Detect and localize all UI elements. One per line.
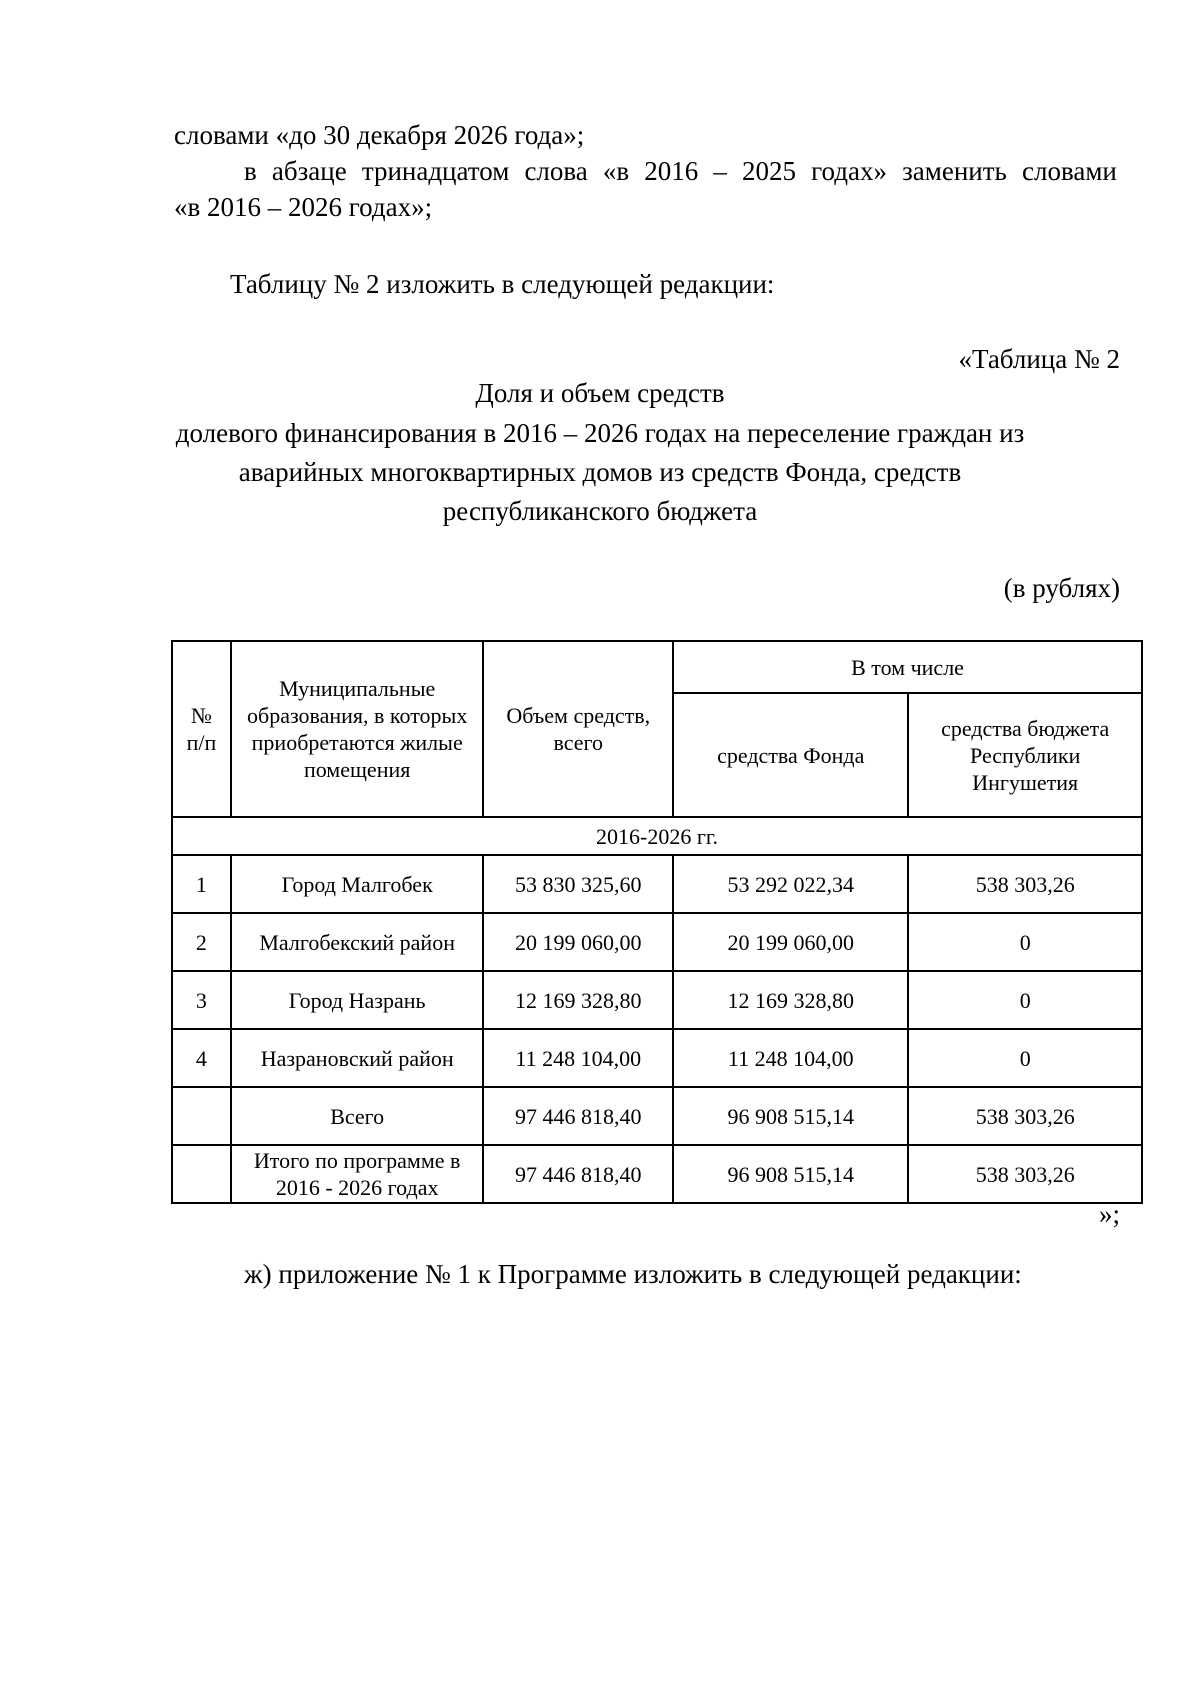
next-item: ж) приложение № 1 к Программе изложить в следующей редакции: (244, 1259, 1022, 1289)
cell-name: Город Малгобек (231, 855, 484, 913)
cell-budget: 538 303,26 (908, 1087, 1142, 1145)
funding-table (171, 640, 1143, 1204)
table-row (172, 913, 1142, 971)
cell-text: 2016 - 2026 годах (275, 1175, 439, 1200)
word: «в (602, 156, 630, 186)
cell-num (172, 1145, 231, 1203)
header-row (172, 641, 1142, 693)
word: – (713, 156, 727, 186)
table-row (172, 855, 1142, 913)
header-text: образования, в которых (247, 703, 468, 728)
table-title-line: аварийных многоквартирных домов из средств Фонда, средств (238, 457, 962, 487)
cell-num (172, 1087, 231, 1145)
cell-num: 2 (172, 913, 231, 971)
word: тринадцатом (361, 156, 510, 186)
cell-num: 4 (172, 1029, 231, 1087)
cell-text: Итого по программе в (253, 1148, 461, 1173)
cell-total: 97 446 818,40 (483, 1145, 673, 1203)
header-text: № (190, 703, 212, 728)
period-cell: 2016-2026 гг. (172, 817, 1142, 855)
word: заменить (902, 156, 1007, 186)
cell-name: Малгобекский район (231, 913, 484, 971)
cell-fund: 96 908 515,14 (673, 1145, 908, 1203)
word: 2016 (644, 156, 699, 186)
period-row (172, 817, 1142, 855)
intro-line-3: «в 2016 – 2026 годах»; (174, 192, 433, 222)
word: словами (1022, 156, 1117, 186)
cell-fund: 11 248 104,00 (673, 1029, 908, 1087)
table-row (172, 971, 1142, 1029)
cell-budget: 0 (908, 1029, 1142, 1087)
cell-budget: 0 (908, 913, 1142, 971)
header-text: Муниципальные (279, 676, 436, 701)
grand-total-row (172, 1145, 1142, 1203)
cell-total: 53 830 325,60 (483, 855, 673, 913)
cell-total: 97 446 818,40 (483, 1087, 673, 1145)
cell-name: Город Назрань (231, 971, 484, 1029)
header-num (172, 641, 231, 817)
cell-budget: 538 303,26 (908, 855, 1142, 913)
header-text: Ингушетия (972, 769, 1079, 795)
sum-row (172, 1087, 1142, 1145)
header-text: п/п (186, 730, 217, 755)
header-municipality (231, 641, 484, 817)
cell-fund: 96 908 515,14 (673, 1087, 908, 1145)
header-total (483, 641, 673, 817)
intro-line-1: словами «до 30 декабря 2026 года»; (174, 120, 585, 150)
header-text: помещения (303, 757, 411, 782)
cell-fund: 20 199 060,00 (673, 913, 908, 971)
cell-name: Всего (231, 1087, 484, 1145)
closing-quote: »; (1098, 1199, 1120, 1229)
table-label: «Таблица № 2 (958, 344, 1120, 374)
table-row (172, 1029, 1142, 1087)
intro-line-2 (244, 155, 1117, 187)
cell-budget: 538 303,26 (908, 1145, 1142, 1203)
cell-num: 1 (172, 855, 231, 913)
cell-fund: 53 292 022,34 (673, 855, 908, 913)
cell-total: 11 248 104,00 (483, 1029, 673, 1087)
header-text: приобретаются жилые (251, 730, 463, 755)
word: в (244, 156, 257, 186)
cell-budget: 0 (908, 971, 1142, 1029)
cell-total: 20 199 060,00 (483, 913, 673, 971)
word: абзаце (271, 156, 347, 186)
word: 2025 (742, 156, 797, 186)
word: слова (524, 156, 588, 186)
word: годах» (811, 156, 888, 186)
cell-name (231, 1145, 484, 1203)
table-title-line: республиканского бюджета (442, 496, 758, 526)
header-text: Республики (970, 742, 1081, 768)
units-note: (в рублях) (1003, 573, 1120, 603)
header-budget (908, 693, 1142, 817)
header-text: средства бюджета (941, 715, 1110, 741)
header-including: В том числе (673, 641, 1142, 693)
header-fund: средства Фонда (673, 693, 908, 817)
cell-total: 12 169 328,80 (483, 971, 673, 1029)
cell-fund: 12 169 328,80 (673, 971, 908, 1029)
table-title-line: долевого финансирования в 2016 – 2026 годах на переселение граждан из (175, 418, 1025, 448)
header-text: Объем средств, (506, 703, 651, 728)
cell-num: 3 (172, 971, 231, 1029)
table-title-line: Доля и объем средств (475, 378, 725, 408)
table-instruction: Таблицу № 2 изложить в следующей редакции: (230, 269, 775, 299)
cell-name: Назрановский район (231, 1029, 484, 1087)
header-text: всего (553, 730, 604, 755)
